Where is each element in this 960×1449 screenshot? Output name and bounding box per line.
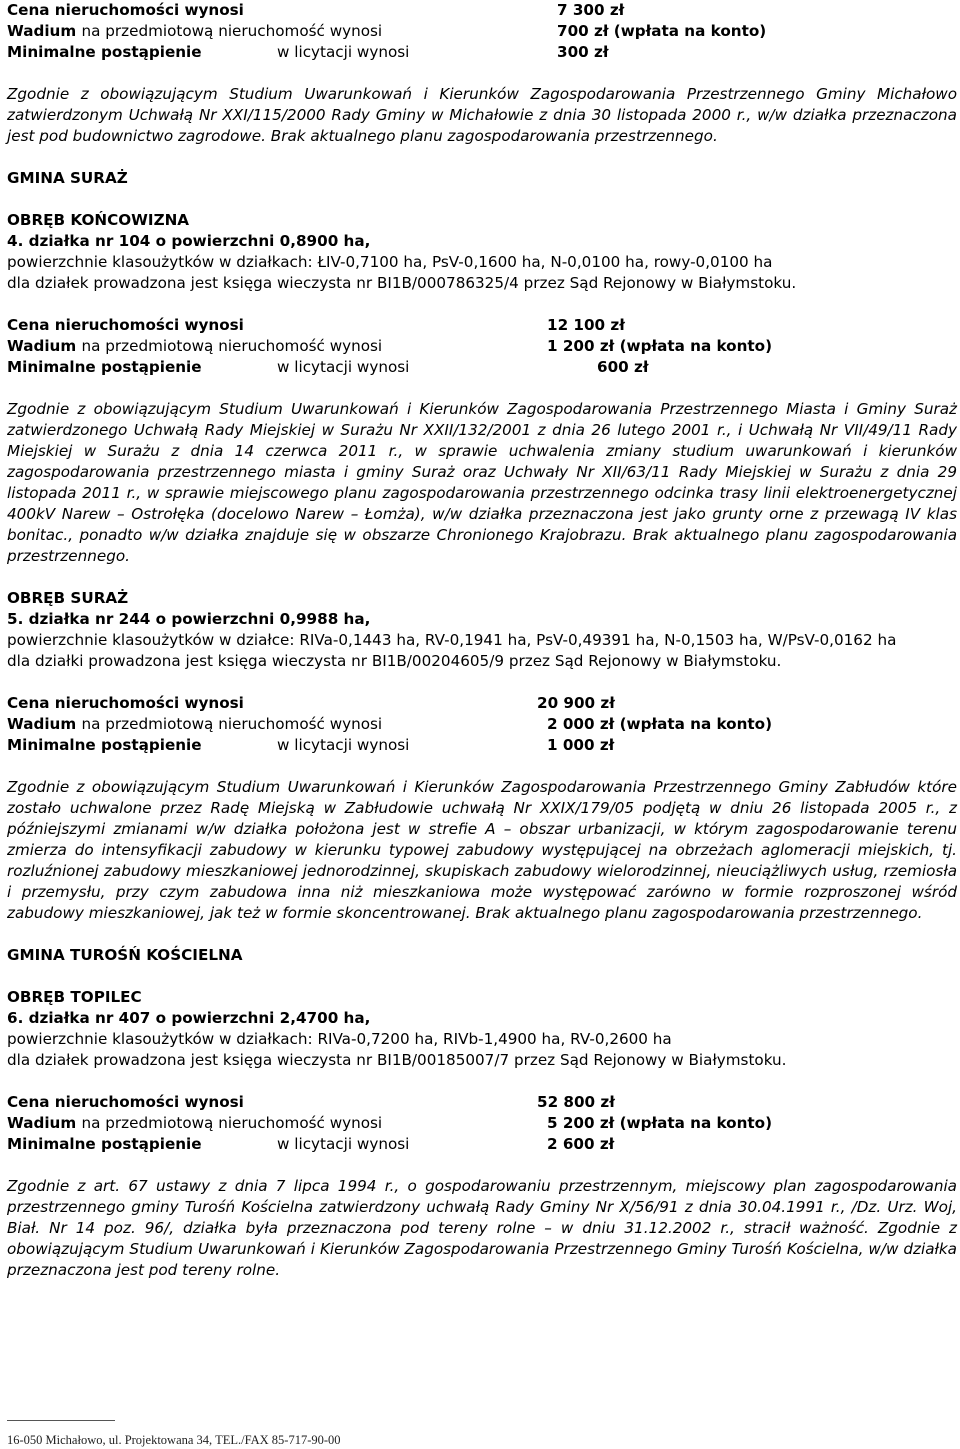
minimum-bid-row [7, 42, 957, 63]
price-label: Cena nieruchomości wynosi [7, 1, 244, 19]
price-row: Cena nieruchomości wynosi 12 100 zł [7, 316, 625, 334]
deposit-row [7, 21, 957, 42]
minimum-bid-rest: w licytacji wynosi [277, 43, 410, 61]
study-zabludow-paragraph: Zgodnie z obowiązującym Studium Uwarunkowań i Kierunków Zagospodarowania Przestrzennego Gminy Zabłudów które zostało uchwalone przez Radę Miejską w Zabłudowie uchwałą Nr XXIX/179/05 podjętą w dniu 26 listopada 2005 r., z późniejszymi zmianami w/w działka położona jest w strefie A – obszar urbanizacji, w którym zagospodarowanie terenu zmierza do intensyfikacji zabudowy w kierunku typowej zabudowy występującej na obrzeżach aglomeracji miejskich, tj. rozluźnionej zabudowy mieszkaniowej jednorodzinnej, skupiskach zabudowy wielorodzinnej, nieuciążliwych usług, rzemiosła i przemysłu, przy czym zabudowa inna niż mieszkaniowa może występować zarówno w formie rozproszonej wśród zabudowy mieszkaniowej, jak też w formie skoncentrowanej. Brak aktualnego planu zagospodarowania przestrzennego. [7, 778, 957, 922]
price-block-parcel-4 [7, 315, 957, 378]
minimum-bid-label: Minimalne postąpienie [7, 43, 202, 61]
price-block-top [7, 0, 957, 63]
minimum-bid-row: Minimalne postąpienie w licytacji wynosi 1 000 zł [7, 736, 615, 754]
document-page [7, 0, 957, 1281]
price-block-parcel-6 [7, 1092, 957, 1155]
study-suraz-paragraph: Zgodnie z obowiązującym Studium Uwarunkowań i Kierunków Zagospodarowania Przestrzennego Miasta i Gminy Suraż zatwierdzonego Uchwałą Rady Miejskiej w Surażu Nr XXII/132/2001 z dnia 26 lutego 2001 r., i Uchwałą Nr VII/49/11 Rady Miejskiej w Surażu z dnia 14 czerwca 2011 r., w sprawie uchwalenia zmiany studium uwarunkowań i kierunków zagospodarowania przestrzennego miasta i gminy Suraż oraz Uchwały Nr XII/63/11 Rady Miejskiej w Surażu z dnia 29 listopada 2011 r., w sprawie miejscowego planu zagospodarowania przestrzennego odcinka trasy linii elektroenergetycznej 400kV Narew – Ostrołęka (docelowo Narew – Łomża), w/w działka przeznaczona jest jako grunty orne z przewagą IV klas bonitac., ponadto w/w działka znajduje się w obszarze Chronionego Krajobrazu. Brak aktualnego planu zagospodarowania przestrzennego. [7, 400, 957, 565]
parcel-5-land-book: dla działki prowadzona jest księga wieczysta nr BI1B/00204605/9 przez Sąd Rejonowy w Białymstoku. [7, 652, 782, 670]
footer-address: 16-050 Michałowo, ul. Projektowana 34, TEL./FAX 85-717-90-00 [7, 1433, 341, 1447]
obreb-suraz-heading: OBRĘB SURAŻ [7, 589, 129, 607]
parcel-4-classes: powierzchnie klasoużytków w działkach: ŁIV-0,7100 ha, PsV-0,1600 ha, N-0,0100 ha, rowy-0,0100 ha [7, 253, 773, 271]
deposit-value: 700 zł (wpłata na konto) [557, 22, 767, 40]
parcel-6-land-book: dla działek prowadzona jest księga wieczysta nr BI1B/00185007/7 przez Sąd Rejonowy w Białymstoku. [7, 1051, 787, 1069]
deposit-label: Wadium na przedmiotową nieruchomość wynosi [7, 22, 383, 40]
deposit-row: Wadium na przedmiotową nieruchomość wynosi 5 200 zł (wpłata na konto) [7, 1114, 773, 1132]
parcel-5-title: 5. działka nr 244 o powierzchni 0,9988 ha, [7, 610, 371, 628]
price-row: Cena nieruchomości wynosi 52 800 zł [7, 1093, 615, 1111]
parcel-5-classes: powierzchnie klasoużytków w działce: RIVa-0,1443 ha, RV-0,1941 ha, PsV-0,49391 ha, N-0,1503 ha, W/PsV-0,0162 ha [7, 631, 897, 649]
gmina-turosn-heading: GMINA TUROŚŃ KOŚCIELNA [7, 946, 243, 964]
parcel-6-title: 6. działka nr 407 o powierzchni 2,4700 ha, [7, 1009, 371, 1027]
minimum-bid-row: Minimalne postąpienie w licytacji wynosi 600 zł [7, 358, 649, 376]
minimum-bid-value: 300 zł [557, 43, 609, 61]
minimum-bid-row: Minimalne postąpienie w licytacji wynosi 2 600 zł [7, 1135, 615, 1153]
parcel-4-land-book: dla działek prowadzona jest księga wieczysta nr BI1B/000786325/4 przez Sąd Rejonowy w Białymstoku. [7, 274, 797, 292]
obreb-topilec-heading: OBRĘB TOPILEC [7, 988, 142, 1006]
footer-divider [7, 1420, 115, 1421]
parcel-6-classes: powierzchnie klasoużytków w działkach: RIVa-0,7200 ha, RIVb-1,4900 ha, RV-0,2600 ha [7, 1030, 672, 1048]
study-turosn-paragraph: Zgodnie z art. 67 ustawy z dnia 7 lipca 1994 r., o gospodarowaniu przestrzennym, miejscowy plan zagospodarowania przestrzennego gminy Turośń Kościelna zatwierdzony uchwałą Rady Gminy Nr X/56/91 z dnia 30.04.1991 r., /Dz. Urz. Woj, Biał. Nr 14 poz. 96/, działka była przeznaczona pod tereny rolne – w dniu 31.12.2002 r., stracił ważność. Zgodnie z obowiązującym Studium Uwarunkowań i Kierunków Zagospodarowania Przestrzennego Gminy Turośń Kościelna, w/w działka przeznaczona jest pod tereny rolne. [7, 1177, 957, 1279]
obreb-konczwizna-heading: OBRĘB KOŃCOWIZNA [7, 211, 190, 229]
deposit-row: Wadium na przedmiotową nieruchomość wynosi 1 200 zł (wpłata na konto) [7, 337, 773, 355]
gmina-suraz-heading: GMINA SURAŻ [7, 169, 128, 187]
study-michalowo-paragraph: Zgodnie z obowiązującym Studium Uwarunkowań i Kierunków Zagospodarowania Przestrzennego Gminy Michałowo zatwierdzonym Uchwałą Nr XXI/115/2000 Rady Gminy w Michałowie z dnia 30 listopada 2000 r., w/w działka przeznaczona jest pod budownictwo zagrodowe. Brak aktualnego planu zagospodarowania przestrzennego. [7, 85, 957, 145]
deposit-row: Wadium na przedmiotową nieruchomość wynosi 2 000 zł (wpłata na konto) [7, 715, 773, 733]
price-value: 7 300 zł [557, 1, 625, 19]
parcel-4-title: 4. działka nr 104 o powierzchni 0,8900 ha, [7, 232, 371, 250]
price-row [7, 0, 957, 21]
price-block-parcel-5 [7, 693, 957, 756]
price-row: Cena nieruchomości wynosi 20 900 zł [7, 694, 615, 712]
